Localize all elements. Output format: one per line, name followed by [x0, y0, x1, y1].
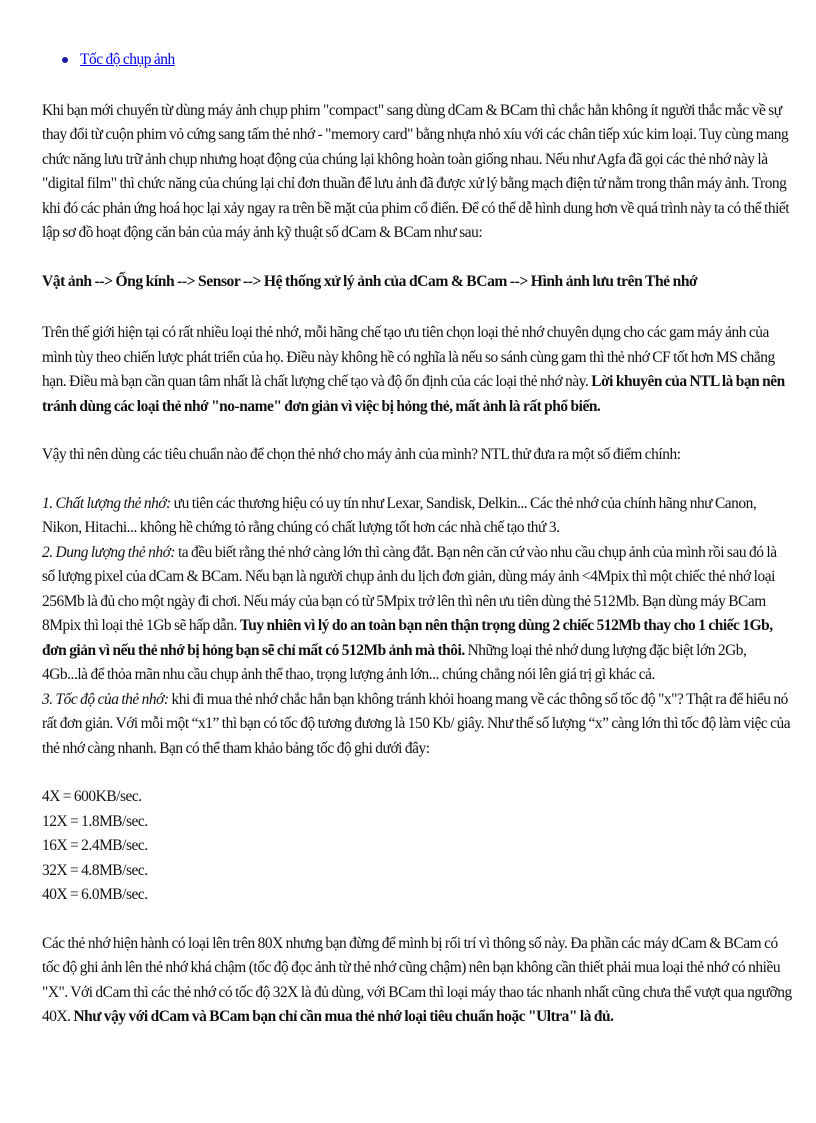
paragraph-criteria-intro: Vậy thì nên dùng các tiêu chuẩn nào để chọn thẻ nhớ cho máy ảnh của mình? NTL thử đưa ra một số điểm chính:: [42, 446, 681, 463]
criteria-item-speed-text: khi đi mua thẻ nhớ chắc hẳn bạn không tránh khỏi hoang mang về các thông số tốc độ "x"? Thật ra để hiểu nó rất đơn giản. Với mỗi một “x1” thì bạn có tốc độ tương đương là 150 Kb/ giây. Như thế số lượng “x” càng lớn thì tốc độ làm việc của thẻ nhớ càng nhanh. Bạn có thể tham khảo bảng tốc độ ghi dưới đây:: [42, 690, 791, 757]
criteria-item-capacity: [42, 541, 792, 688]
criteria-item-speed: [42, 688, 792, 762]
paragraph-card-types-advice: Lời khuyên của NTL là bạn nên tránh dùng các loại thẻ nhớ "no-name" đơn giản vì việc bị hỏng thẻ, mất ảnh là rất phổ biến.: [42, 373, 785, 415]
criteria-item-capacity-tail: Những loại thẻ nhớ dung lượng đặc biệt lớn 2Gb, 4Gb...là để thỏa mãn nhu cầu chụp ảnh thể thao, trọng lượng ảnh lớn... chúng chẳng nói lên giá trị gì khác cả.: [42, 641, 747, 683]
speed-row: 4X = 600KB/sec.: [42, 788, 142, 805]
speed-row: 32X = 4.8MB/sec.: [42, 861, 148, 879]
paragraph-conclusion-advice: Như vậy với dCam và BCam bạn chỉ cần mua thẻ nhớ loại tiêu chuẩn hoặc "Ultra" là đủ.: [73, 1008, 614, 1025]
speed-table: [42, 785, 792, 908]
criteria-item-capacity-warning: Tuy nhiên vì lý do an toàn bạn nên thận trọng dùng 2 chiếc 512Mb thay cho 1 chiếc 1Gb, đơn giản vì nếu thẻ nhớ bị hỏng bạn sẽ chỉ mất có 512Mb ảnh mà thôi.: [42, 617, 773, 659]
speed-row: 16X = 2.4MB/sec.: [42, 837, 148, 854]
criteria-list: [42, 492, 792, 762]
criteria-item-quality-label: 1. Chất lượng thẻ nhớ:: [42, 494, 171, 512]
paragraph-intro: Khi bạn mới chuyển từ dùng máy ảnh chụp phim "compact" sang dùng dCam & BCam thì chắc hẳn không ít người thắc mắc về sự thay đổi từ cuộn phim vỏ cứng sang tấm thẻ nhớ - "memory card" bằng nhựa nhỏ xíu với các chân tiếp xúc kim loại. Tuy cùng mang chức năng lưu trữ ảnh chụp nhưng hoạt động của chúng lại không hoàn toàn giống nhau. Nếu như Agfa đã gọi các thẻ nhớ này là "digital film" thì chức năng của chúng lại chỉ đơn thuần để lưu ảnh đã được xử lý bằng mạch điện tử nằm trong thân máy ảnh. Trong khi đó các phản ứng hoá học lại xảy ngay ra trên bề mặt của phim cổ điển. Để có thể dễ hình dung hơn về quá trình này ta có thể thiết lập sơ đồ hoạt động căn bản của máy ảnh kỹ thuật số dCam & BCam như sau:: [42, 101, 790, 241]
toc-link-toc-do-chup-anh[interactable]: Tốc độ chụp ảnh: [80, 51, 175, 68]
workflow-heading: Vật ảnh --> Ống kính --> Sensor --> Hệ thống xử lý ảnh của dCam & BCam --> Hình ảnh lưu trên Thẻ nhớ: [42, 272, 698, 290]
criteria-item-capacity-label: 2. Dung lượng thẻ nhớ:: [42, 543, 176, 561]
bullet-icon: [62, 57, 68, 63]
paragraph-card-types: [42, 321, 792, 419]
criteria-item-quality-text: ưu tiên các thương hiệu có uy tín như Lexar, Sandisk, Delkin... Các thẻ nhớ của chính hãng như Canon, Nikon, Hitachi... không hề chứng tỏ rằng chúng có chất lượng tốt hơn các nhà chế tạo thứ 3.: [42, 494, 757, 536]
paragraph-card-types-text: Trên thế giới hiện tại có rất nhiều loại thẻ nhớ, mỗi hãng chế tạo ưu tiên chọn loại thẻ nhớ chuyên dụng cho các gam máy ảnh của mình tùy theo chiến lược phát triển của họ. Điều này không hề có nghĩa là nếu so sánh cùng gam thì thẻ nhớ CF tốt hơn MS chẳng hạn. Điều mà bạn cần quan tâm nhất là chất lượng chế tạo và độ ổn định của các loại thẻ nhớ này.: [42, 324, 775, 390]
speed-row: 40X = 6.0MB/sec.: [42, 886, 148, 903]
criteria-item-capacity-text: ta đều biết rằng thẻ nhớ càng lớn thì càng đắt. Bạn nên căn cứ vào nhu cầu chụp ảnh của mình rồi sau đó là số lượng pixel của dCam & BCam. Nếu bạn là người chụp ảnh du lịch đơn giản, dùng máy ảnh <4Mpix thì một chiếc thẻ nhớ loại 256Mb là đủ cho một ngày đi chơi. Nếu máy của bạn có từ 5Mpix trở lên thì nên ưu tiên dùng thẻ 512Mb. Bạn dùng máy BCam 8Mpix thì loại thẻ 1Gb sẽ hấp dẫn.: [42, 543, 777, 634]
speed-row: 12X = 1.8MB/sec.: [42, 812, 148, 830]
paragraph-conclusion-text: Các thẻ nhớ hiện hành có loại lên trên 80X nhưng bạn đừng để mình bị rối trí vì thông số này. Đa phần các máy dCam & BCam có tốc độ ghi ảnh lên thẻ nhớ khá chậm (tốc độ đọc ảnh từ thẻ nhớ cũng chậm) nên bạn không cần thiết phải mua loại thẻ nhớ có nhiều "X". Với dCam thì các thẻ nhớ có tốc độ 32X là đủ dùng, với BCam thì loại máy thao tác nhanh nhất cũng chưa thể vượt qua ngưỡng 40X.: [42, 934, 792, 1025]
paragraph-conclusion: [42, 932, 792, 1030]
criteria-item-speed-label: 3. Tốc độ của thẻ nhớ:: [42, 690, 169, 708]
toc-bullet-item: [62, 48, 792, 73]
criteria-item-quality: [42, 492, 792, 541]
